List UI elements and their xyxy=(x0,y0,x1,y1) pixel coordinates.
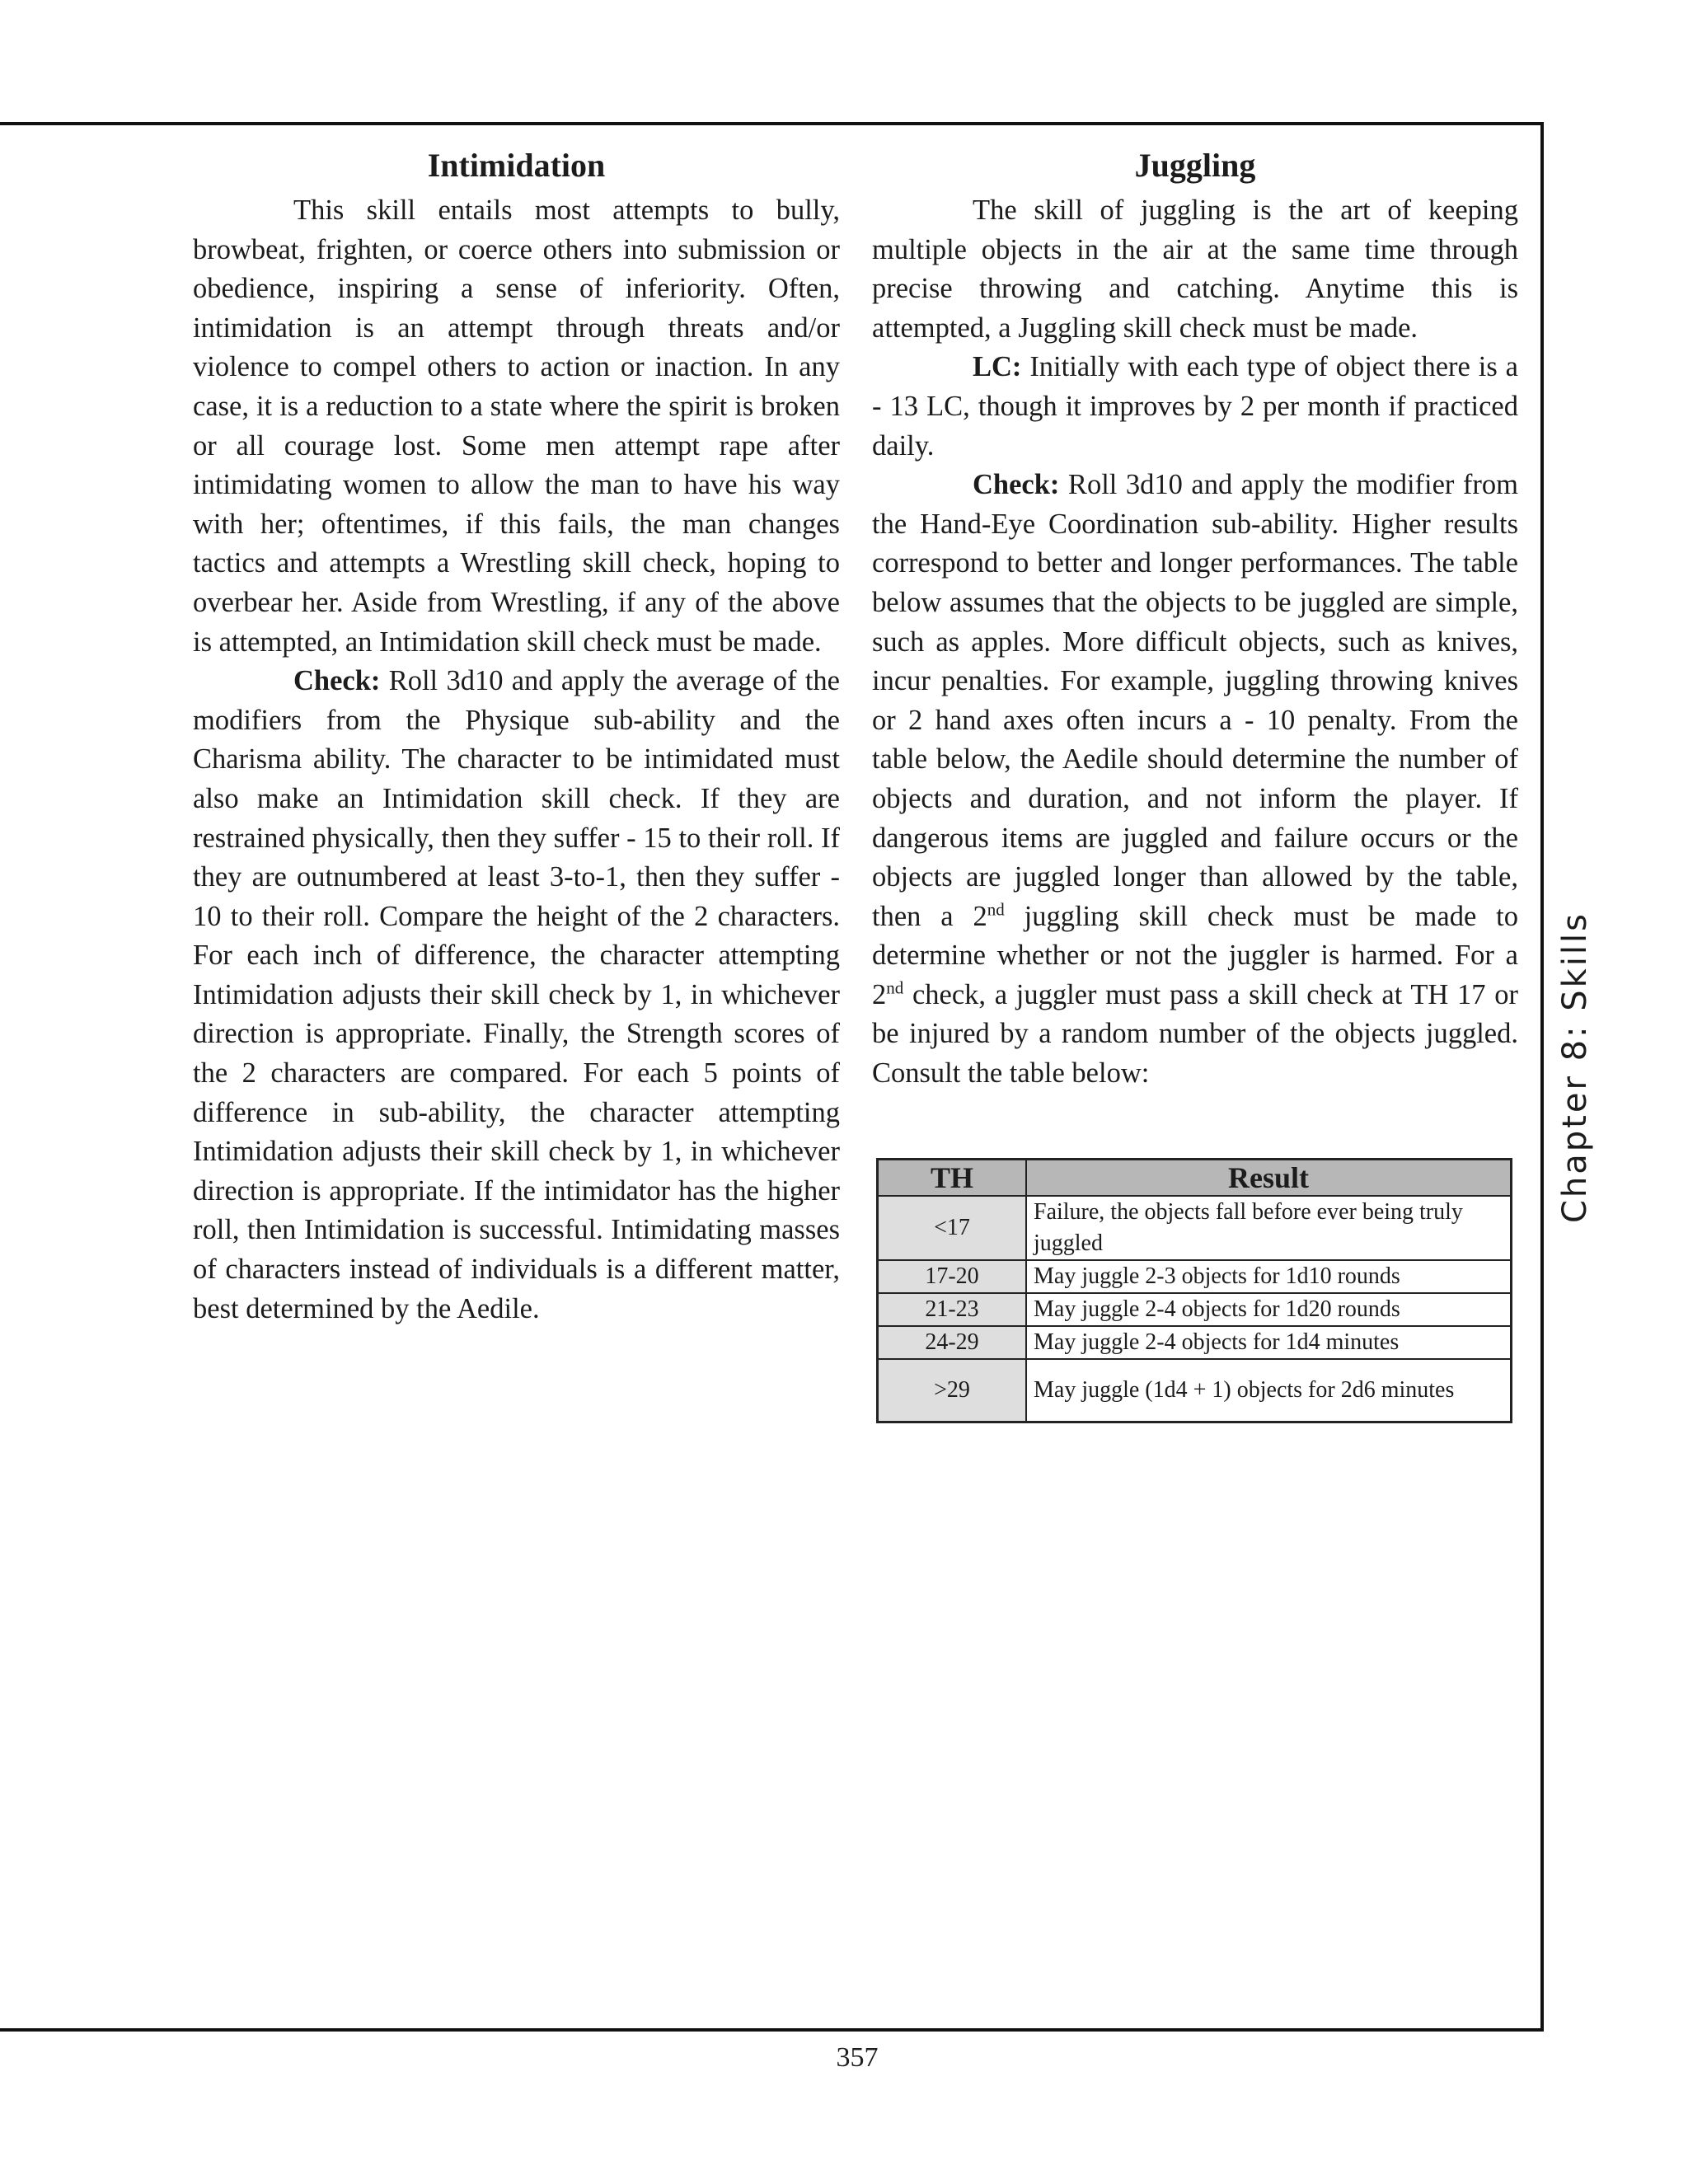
juggling-check-text-c: check, a juggler must pass a skill check at TH 17 or be injured by a random number of the objects juggled. Consult the table below: xyxy=(872,978,1518,1090)
intimidation-check-text: Roll 3d10 and apply the average of the modifiers from the Physique sub-ability and the Charisma ability. The character to be intimidated must also make an Intimidation skill check. If they are restrained physically, then they suffer - 15 to their roll. If they are outnumbered at least 3-to-1, then they suffer - 10 to their roll. Compare the height of the 2 characters. For each inch of difference, the character attempting Intimidation adjusts their skill check by 1, in whichever direction is appropriate. Finally, the Strength scores of the 2 characters are compared. For each 5 points of difference in sub-ability, the character attempting Intimidation adjusts their skill check by 1, in whichever direction is appropriate. If the intimidator has the higher roll, then Intimidation is successful. Intimidating masses of characters instead of individuals is a different matter, best determined by the Aedile. xyxy=(193,665,840,1324)
juggling-results-table xyxy=(876,1158,1512,1423)
page-number: 357 xyxy=(836,2042,879,2073)
intimidation-check-label: Check: xyxy=(293,665,381,697)
table-row xyxy=(878,1293,1512,1326)
intimidation-check-paragraph xyxy=(193,662,840,1329)
juggling-lc-text: Initially with each type of object there is a - 13 LC, though it improves by 2 per month if practiced daily. xyxy=(872,351,1518,462)
result-cell: Failure, the objects fall before ever being truly juggled xyxy=(1026,1196,1512,1260)
result-cell: May juggle 2-3 objects for 1d10 rounds xyxy=(1026,1260,1512,1293)
juggling-lc-paragraph xyxy=(872,348,1518,466)
result-cell: May juggle 2-4 objects for 1d20 rounds xyxy=(1026,1293,1512,1326)
chapter-tab xyxy=(1543,911,1607,1224)
result-column-header: Result xyxy=(1026,1160,1512,1197)
th-cell: 21-23 xyxy=(878,1293,1027,1326)
juggling-check-text-a: Roll 3d10 and apply the modifier from the Hand-Eye Coordination sub-ability. Higher results correspond to better and longer performances. The table below assumes that the objects to be juggled are simple, such as apples. More difficult objects, such as knives, incur penalties. For example, juggling throwing knives or 2 hand axes often incurs a - 10 penalty. From the table below, the Aedile should determine the number of objects and duration, and not inform the player. If dangerous items are juggled and failure occurs or the objects are juggled longer than allowed by the table, then a 2 xyxy=(872,469,1518,932)
juggling-check-paragraph xyxy=(872,466,1518,1094)
intimidation-description: This skill entails most attempts to bully, browbeat, frighten, or coerce others into submission or obedience, inspiring a sense of inferiority. Often, intimidation is an attempt through threats and/or violence to compel others to action or inaction. In any case, it is a reduction to a state where the spirit is broken or all courage lost. Some men attempt rape after intimidating women to allow the man to have his way with her; oftentimes, if this fails, the man changes tactics and attempts a Wrestling skill check, hoping to overbear her. Aside from Wrestling, if any of the above is attempted, an Intimidation skill check must be made. xyxy=(193,194,840,658)
table-row xyxy=(878,1260,1512,1293)
page-frame-bottom-rule xyxy=(0,2028,1544,2032)
juggling-check-label: Check: xyxy=(973,469,1060,501)
table-row xyxy=(878,1326,1512,1359)
table-row xyxy=(878,1196,1512,1260)
juggling-heading: Juggling xyxy=(1134,147,1256,184)
juggling-check-text-b: juggling skill check must be made to determine whether or not the juggler is harmed. For a 2 xyxy=(872,900,1518,1010)
th-cell: 24-29 xyxy=(878,1326,1027,1359)
result-cell: May juggle 2-4 objects for 1d4 minutes xyxy=(1026,1326,1512,1359)
th-cell: <17 xyxy=(878,1196,1027,1260)
juggling-description: The skill of juggling is the art of keeping multiple objects in the air at the same time through precise throwing and catching. Anytime this is attempted, a Juggling skill check must be made. xyxy=(872,194,1518,344)
th-cell: 17-20 xyxy=(878,1260,1027,1293)
juggling-section xyxy=(872,140,1518,1094)
table-row xyxy=(878,1359,1512,1422)
th-column-header: TH xyxy=(878,1160,1027,1197)
juggling-lc-label: LC: xyxy=(973,351,1022,383)
intimidation-section xyxy=(193,140,840,1329)
th-cell: >29 xyxy=(878,1359,1027,1422)
result-cell: May juggle (1d4 + 1) objects for 2d6 minutes xyxy=(1026,1359,1512,1422)
page-frame-top-rule xyxy=(0,122,1543,125)
chapter-tab-label: Chapter 8: Skills xyxy=(1556,911,1595,1224)
ordinal-suffix: nd xyxy=(886,977,904,998)
table-header-row xyxy=(878,1160,1512,1197)
ordinal-suffix: nd xyxy=(987,899,1005,920)
intimidation-heading: Intimidation xyxy=(427,147,606,184)
